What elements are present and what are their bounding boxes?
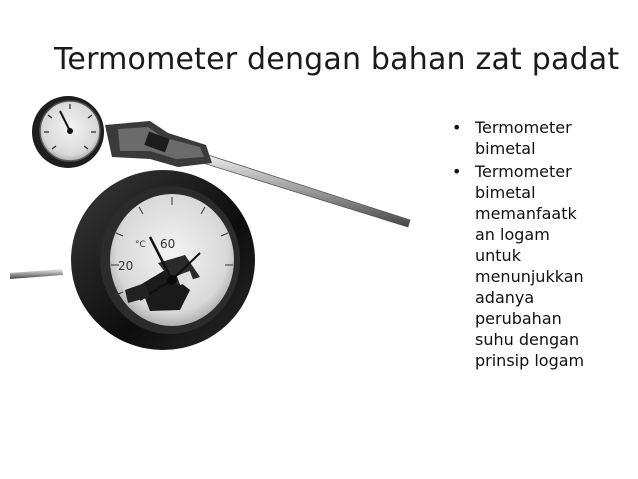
bullet-glyph: •	[452, 118, 462, 137]
gauge-scale-20: 20	[118, 259, 134, 273]
bullet-text: Termometer bimetal	[475, 118, 572, 158]
bullet-item-2	[452, 161, 632, 371]
bimetal-thermometer-photo	[0, 85, 440, 375]
slide-title: Termometer dengan bahan zat padat	[54, 42, 620, 77]
bullet-text: Termometer bimetal memanfaatk an logam untuk menunjukkan adanya perubahan suhu dengan prinsip logam	[475, 162, 585, 370]
lower-thermometer	[10, 170, 255, 350]
gauge-scale-60: 60	[160, 237, 176, 251]
bullet-item-1	[452, 117, 632, 159]
gauge-scale-0: 0	[124, 306, 132, 320]
bullet-glyph: •	[452, 162, 462, 181]
bullet-list	[452, 117, 632, 373]
gauge-unit: °C	[135, 240, 146, 250]
